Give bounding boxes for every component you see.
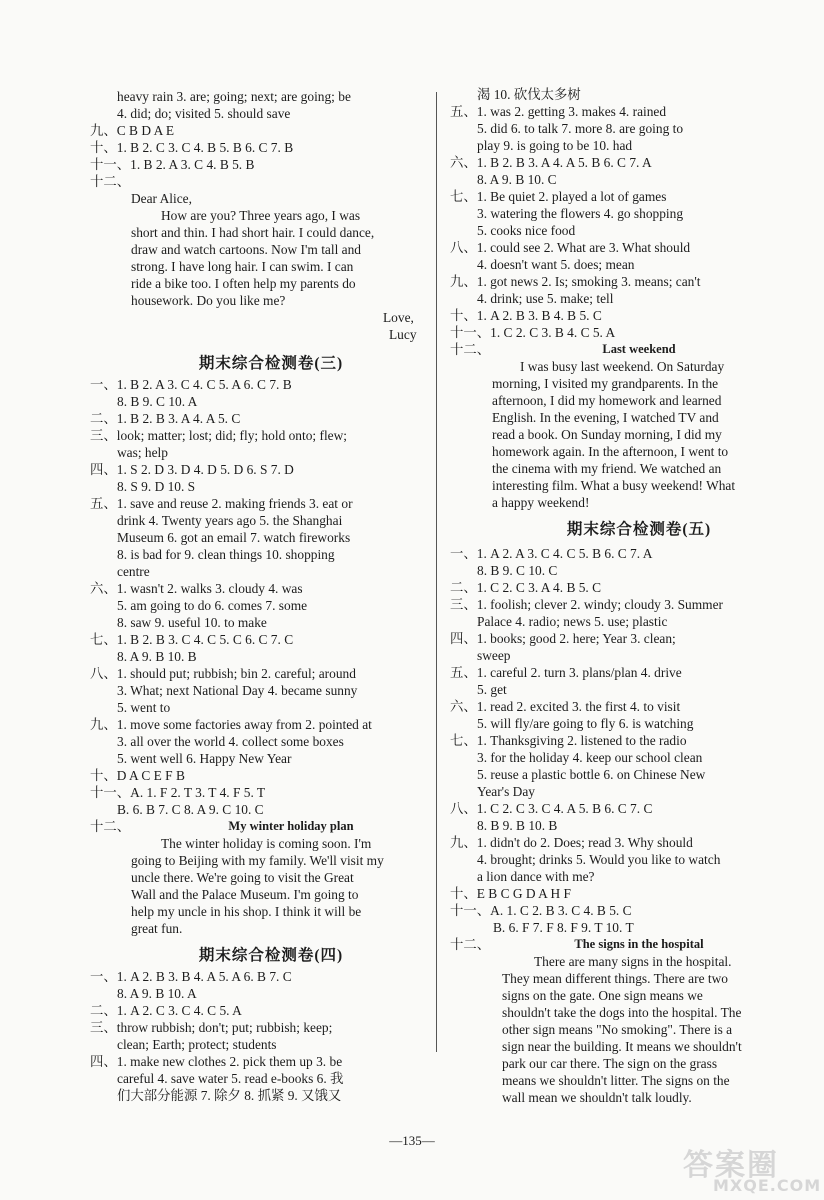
answer-line: draw and watch cartoons. Now I'm tall and: [131, 242, 361, 257]
answer-line: 8. saw 9. useful 10. to make: [117, 615, 267, 630]
answer-line: Wall and the Palace Museum. I'm going to: [131, 887, 359, 902]
answer-line: Museum 6. got an email 7. watch fireworks: [117, 530, 351, 545]
answer-line: 3. all over the world 4. collect some boxes: [117, 734, 344, 749]
answer-line: 5. will fly/are going to fly 6. is watching: [477, 716, 694, 731]
answer-line: 九、1. move some factories away from 2. pointed at: [90, 717, 372, 732]
answer-line: 九、C B D A E: [90, 123, 175, 138]
answer-line: They mean different things. There are two: [502, 971, 728, 986]
answer-line: a lion dance with me?: [477, 869, 595, 884]
page-number: —135—: [389, 1133, 435, 1148]
answer-line: drink 4. Twenty years ago 5. the Shanghai: [117, 513, 343, 528]
answer-line: sweep: [477, 648, 511, 663]
answer-line: 一、1. A 2. A 3. C 4. C 5. B 6. C 7. A: [450, 546, 653, 561]
answer-line: 5. went well 6. Happy New Year: [117, 751, 292, 766]
answer-line: short and thin. I had short hair. I could dance,: [131, 225, 375, 240]
answer-line: English. In the evening, I watched TV and: [492, 410, 719, 425]
answer-line: 七、1. Be quiet 2. played a lot of games: [450, 189, 667, 204]
watermark-text: 答案圈: [683, 1148, 779, 1183]
answer-line: 六、1. B 2. B 3. A 4. A 5. B 6. C 7. A: [450, 155, 652, 170]
answer-line: 十、1. B 2. C 3. C 4. B 5. B 6. C 7. B: [90, 140, 294, 155]
answer-line: 八、1. C 2. C 3. C 4. A 5. B 6. C 7. C: [450, 801, 653, 816]
answer-line: 十一、1. B 2. A 3. C 4. B 5. B: [90, 157, 255, 172]
answer-line: shouldn't take the dogs into the hospital. The: [502, 1005, 742, 1020]
answer-line: 二、1. C 2. C 3. A 4. B 5. C: [450, 580, 602, 595]
answer-line: careful 4. save water 5. read e-books 6. 我: [117, 1071, 344, 1086]
answer-line: 8. is bad for 9. clean things 10. shopping: [117, 547, 335, 562]
answer-line: 8. B 9. C 10. C: [477, 563, 558, 578]
answer-line: Palace 4. radio; news 5. use; plastic: [477, 614, 668, 629]
answer-line: signs on the gate. One sign means we: [502, 988, 703, 1003]
answer-line: interesting film. What a busy weekend! What: [492, 478, 736, 493]
answer-line: 4. did; do; visited 5. should save: [117, 106, 291, 121]
answer-line: 8. A 9. B 10. A: [117, 986, 197, 1001]
answer-line: play 9. is going to be 10. had: [477, 138, 633, 153]
answer-line: 8. A 9. B 10. B: [117, 649, 197, 664]
answer-line: park our car there. The sign on the grass: [502, 1056, 718, 1071]
answer-line: 八、1. should put; rubbish; bin 2. careful; around: [90, 666, 356, 681]
answer-line: 5. did 6. to talk 7. more 8. are going to: [477, 121, 684, 136]
answer-line: 一、1. B 2. A 3. C 4. C 5. A 6. C 7. B: [90, 377, 292, 392]
answer-line: 8. S 9. D 10. S: [117, 479, 196, 494]
answer-line: homework again. In the afternoon, I went to: [492, 444, 729, 459]
answer-line: afternoon, I did my homework and learned: [492, 393, 722, 408]
answer-line: 四、1. books; good 2. here; Year 3. clean;: [450, 631, 676, 646]
question-label: 十二、: [450, 937, 491, 952]
answer-line: 九、1. didn't do 2. Does; read 3. Why should: [450, 835, 693, 850]
answer-line: 六、1. wasn't 2. walks 3. cloudy 4. was: [90, 581, 303, 596]
answer-line: 十二、: [90, 174, 131, 189]
answer-line: read a book. On Sunday morning, I did my: [492, 427, 722, 442]
answer-line: 一、1. A 2. B 3. B 4. A 5. A 6. B 7. C: [90, 969, 292, 984]
answer-line: 8. B 9. B 10. B: [477, 818, 558, 833]
answer-line: 们大部分能源 7. 除夕 8. 抓紧 9. 又饿又: [117, 1088, 342, 1103]
answer-line: 十、E B C G D A H F: [450, 886, 571, 901]
answer-line: How are you? Three years ago, I was: [161, 208, 361, 223]
section-heading: 期末综合检测卷(三): [198, 355, 344, 372]
answer-line: 5. am going to do 6. comes 7. some: [117, 598, 308, 613]
answer-line: 六、1. read 2. excited 3. the first 4. to visit: [450, 699, 681, 714]
answer-line: I was busy last weekend. On Saturday: [520, 359, 725, 374]
answer-line: means we shouldn't litter. The signs on the: [502, 1073, 730, 1088]
answer-line: 十、D A C E F B: [90, 768, 185, 783]
answer-line: 九、1. got news 2. Is; smoking 3. means; can't: [450, 274, 701, 289]
answer-line: ride a bike too. I often help my parents do: [131, 276, 356, 291]
answer-line: 4. brought; drinks 5. Would you like to watch: [477, 852, 721, 867]
answer-line: 十一、A. 1. C 2. B 3. C 4. B 5. C: [450, 903, 632, 918]
section-heading: 期末综合检测卷(五): [566, 521, 712, 538]
answer-line: 8. B 9. C 10. A: [117, 394, 198, 409]
answer-line: clean; Earth; protect; students: [117, 1037, 277, 1052]
answer-line: 5. went to: [117, 700, 171, 715]
answer-line: 5. reuse a plastic bottle 6. on Chinese New: [477, 767, 706, 782]
answer-line: centre: [117, 564, 150, 579]
answer-line: 四、1. S 2. D 3. D 4. D 5. D 6. S 7. D: [90, 462, 294, 477]
answer-line: The winter holiday is coming soon. I'm: [161, 836, 372, 851]
answer-line: 五、1. save and reuse 2. making friends 3. eat or: [90, 496, 353, 511]
answer-line: 八、1. could see 2. What are 3. What should: [450, 240, 691, 255]
answer-line: sign near the building. It means we shouldn't: [502, 1039, 742, 1054]
answer-line: strong. I have long hair. I can swim. I can: [131, 259, 354, 274]
answer-line: Lucy: [389, 327, 417, 342]
watermark-logo: [683, 1140, 822, 1195]
answer-line: 3. What; next National Day 4. became sunny: [117, 683, 358, 698]
answer-line: 三、1. foolish; clever 2. windy; cloudy 3. Summer: [450, 597, 723, 612]
answer-line: 渴 10. 砍伐太多树: [477, 87, 581, 102]
answer-line: 十一、A. 1. F 2. T 3. T 4. F 5. T: [90, 785, 266, 800]
answer-line: going to Beijing with my family. We'll visit my: [131, 853, 384, 868]
answer-line: 3. for the holiday 4. keep our school clean: [477, 750, 703, 765]
answer-line: There are many signs in the hospital.: [534, 954, 732, 969]
answer-line: 三、look; matter; lost; did; fly; hold onto; flew;: [90, 428, 348, 443]
answer-line: 十一、1. C 2. C 3. B 4. C 5. A: [450, 325, 616, 340]
answer-line: uncle there. We're going to visit the Great: [131, 870, 354, 885]
answer-line: 3. watering the flowers 4. go shopping: [477, 206, 684, 221]
answer-line: Dear Alice,: [131, 191, 192, 206]
answer-line: 4. drink; use 5. make; tell: [477, 291, 614, 306]
essay-title: Last weekend: [602, 342, 676, 356]
section-heading: 期末综合检测卷(四): [198, 947, 344, 964]
essay-title: My winter holiday plan: [228, 819, 354, 833]
question-label: 十二、: [450, 342, 491, 357]
answer-line: housework. Do you like me?: [131, 293, 286, 308]
answer-line: the cinema with my friend. We watched an: [492, 461, 722, 476]
answer-line: great fun.: [131, 921, 183, 936]
answer-line: 七、1. B 2. B 3. C 4. C 5. C 6. C 7. C: [90, 632, 294, 647]
essay-title: The signs in the hospital: [574, 937, 704, 951]
answer-line: was; help: [117, 445, 168, 460]
answer-line: Love,: [383, 310, 414, 325]
column-divider: [436, 92, 437, 1052]
answer-line: 8. A 9. B 10. C: [477, 172, 557, 187]
answer-line: B. 6. F 7. F 8. F 9. T 10. T: [493, 920, 634, 935]
answer-line: 五、1. was 2. getting 3. makes 4. rained: [450, 104, 667, 119]
answer-line: heavy rain 3. are; going; next; are going; be: [117, 89, 351, 104]
answer-line: 4. doesn't want 5. does; mean: [477, 257, 635, 272]
answer-line: 十、1. A 2. B 3. B 4. B 5. C: [450, 308, 602, 323]
question-label: 十二、: [90, 819, 131, 834]
answer-line: 七、1. Thanksgiving 2. listened to the radio: [450, 733, 687, 748]
answer-line: 三、throw rubbish; don't; put; rubbish; keep;: [90, 1020, 333, 1035]
answer-line: wall mean we shouldn't talk loudly.: [502, 1090, 692, 1105]
watermark-url: MXQE.COM: [713, 1176, 822, 1195]
answer-line: B. 6. B 7. C 8. A 9. C 10. C: [117, 802, 264, 817]
answer-line: 四、1. make new clothes 2. pick them up 3. be: [90, 1054, 343, 1069]
answer-line: a happy weekend!: [492, 495, 590, 510]
answer-line: other sign means "No smoking". There is a: [502, 1022, 733, 1037]
answer-line: 5. get: [477, 682, 507, 697]
answer-line: 二、1. B 2. B 3. A 4. A 5. C: [90, 411, 241, 426]
answer-line: morning, I visited my grandparents. In the: [492, 376, 719, 391]
answer-line: help my uncle in his shop. I think it will be: [131, 904, 362, 919]
answer-line: 5. cooks nice food: [477, 223, 576, 238]
answer-line: Year's Day: [477, 784, 535, 799]
answer-line: 二、1. A 2. C 3. C 4. C 5. A: [90, 1003, 242, 1018]
answer-line: 五、1. careful 2. turn 3. plans/plan 4. drive: [450, 665, 682, 680]
